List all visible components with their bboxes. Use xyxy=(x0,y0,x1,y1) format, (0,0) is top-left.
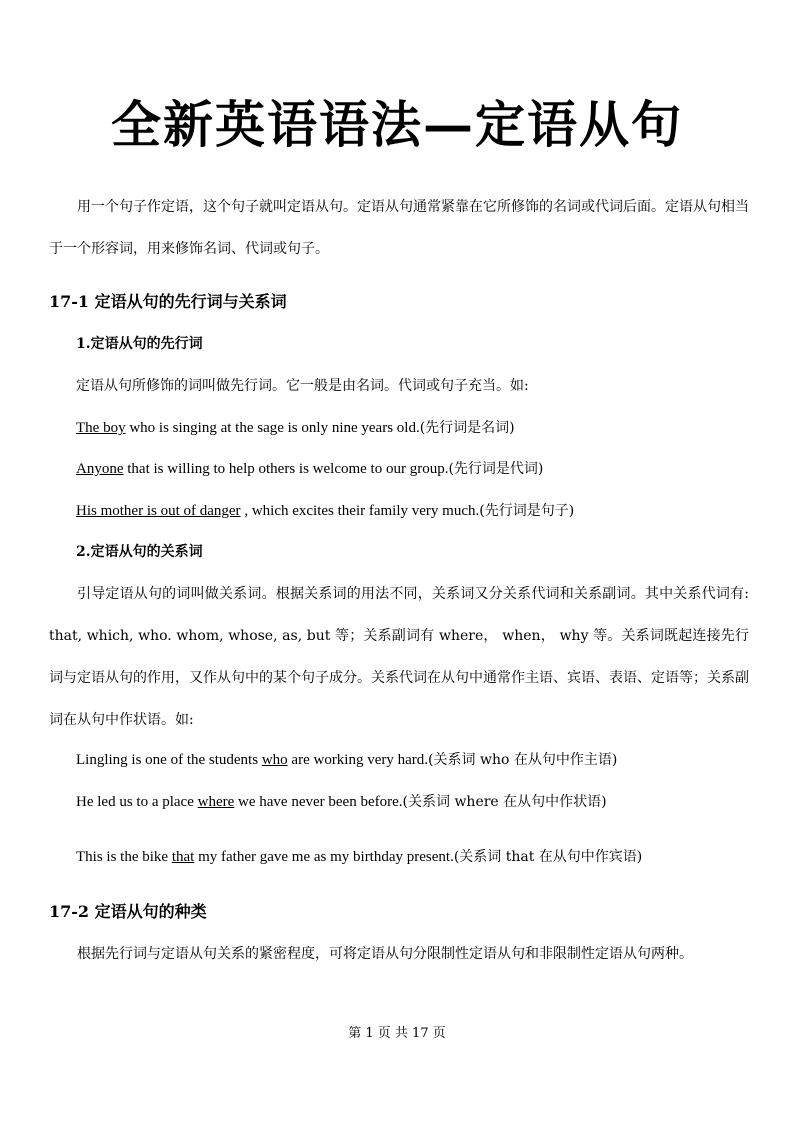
page-title: 全新英语语法—定语从句 xyxy=(111,95,683,154)
example-text: , which excites their family very much. xyxy=(240,503,480,519)
underlined-relative-word: who xyxy=(261,752,288,768)
example-text: who is singing at the sage is only nine years old. xyxy=(125,420,420,436)
example-line xyxy=(76,750,617,770)
section-heading-17-2: 17-2 定语从句的种类 xyxy=(49,902,207,921)
underlined-antecedent: Anyone xyxy=(76,461,124,477)
example-note: (关系词 where 在从句中作状语) xyxy=(402,794,607,810)
relative-words-paragraph: 引导定语从句的词叫做关系词。根据关系词的用法不同，关系词又分关系代词和关系副词。其中关系代词有: that, which, who. whom, whose, as, but 等；关系副词有 where， when， why 等。关系词既起连接先行词与定语从句的作用，又作从句中的某个句子成分。关系代词在从句中通常作主语、宾语、表语、定语等；关系副词在从句中作状语。如: xyxy=(49,586,749,728)
example-note: (先行词是句子) xyxy=(479,503,575,519)
subheading-relative-words: 2.定语从句的关系词 xyxy=(76,544,203,560)
example-note: (先行词是代词) xyxy=(448,461,544,477)
example-line xyxy=(76,501,574,521)
example-text: that is willing to help others is welcome to our group. xyxy=(123,461,449,477)
underlined-antecedent: The boy xyxy=(76,420,126,436)
intro-paragraph: 用一个句子作定语，这个句子就叫定语从句。定语从句通常紧靠在它所修饰的名词或代词后面。定语从句相当于一个形容词，用来修饰名词、代词或句子。 xyxy=(49,199,749,257)
antecedent-definition: 定语从句所修饰的词叫做先行词。它一般是由名词。代词或句子充当。如: xyxy=(76,378,529,394)
example-text: are working very hard. xyxy=(287,752,429,768)
example-text: we have never been before. xyxy=(234,794,403,810)
example-line xyxy=(76,847,642,867)
example-text: He led us to a place xyxy=(76,794,198,810)
example-line xyxy=(76,459,543,479)
example-text: Lingling is one of the students xyxy=(76,752,262,768)
subheading-antecedent: 1.定语从句的先行词 xyxy=(76,336,203,352)
underlined-relative-word: where xyxy=(197,794,235,810)
section-heading-17-1: 17-1 定语从句的先行词与关系词 xyxy=(49,292,287,311)
example-text: This is the bike xyxy=(76,849,172,865)
types-paragraph: 根据先行词与定语从句关系的紧密程度，可将定语从句分限制性定语从句和非限制性定语从句两种。 xyxy=(77,946,693,962)
example-note: (关系词 that 在从句中作宾语) xyxy=(453,849,643,865)
underlined-antecedent: His mother is out of danger xyxy=(76,503,241,519)
example-note: (先行词是名词) xyxy=(419,420,515,436)
page-footer: 第 1 页 共 17 页 xyxy=(348,1026,446,1041)
example-text: my father gave me as my birthday present. xyxy=(194,849,454,865)
example-line xyxy=(76,418,515,438)
underlined-relative-word: that xyxy=(171,849,195,865)
example-note: (关系词 who 在从句中作主语) xyxy=(428,752,618,768)
example-line xyxy=(76,792,607,812)
